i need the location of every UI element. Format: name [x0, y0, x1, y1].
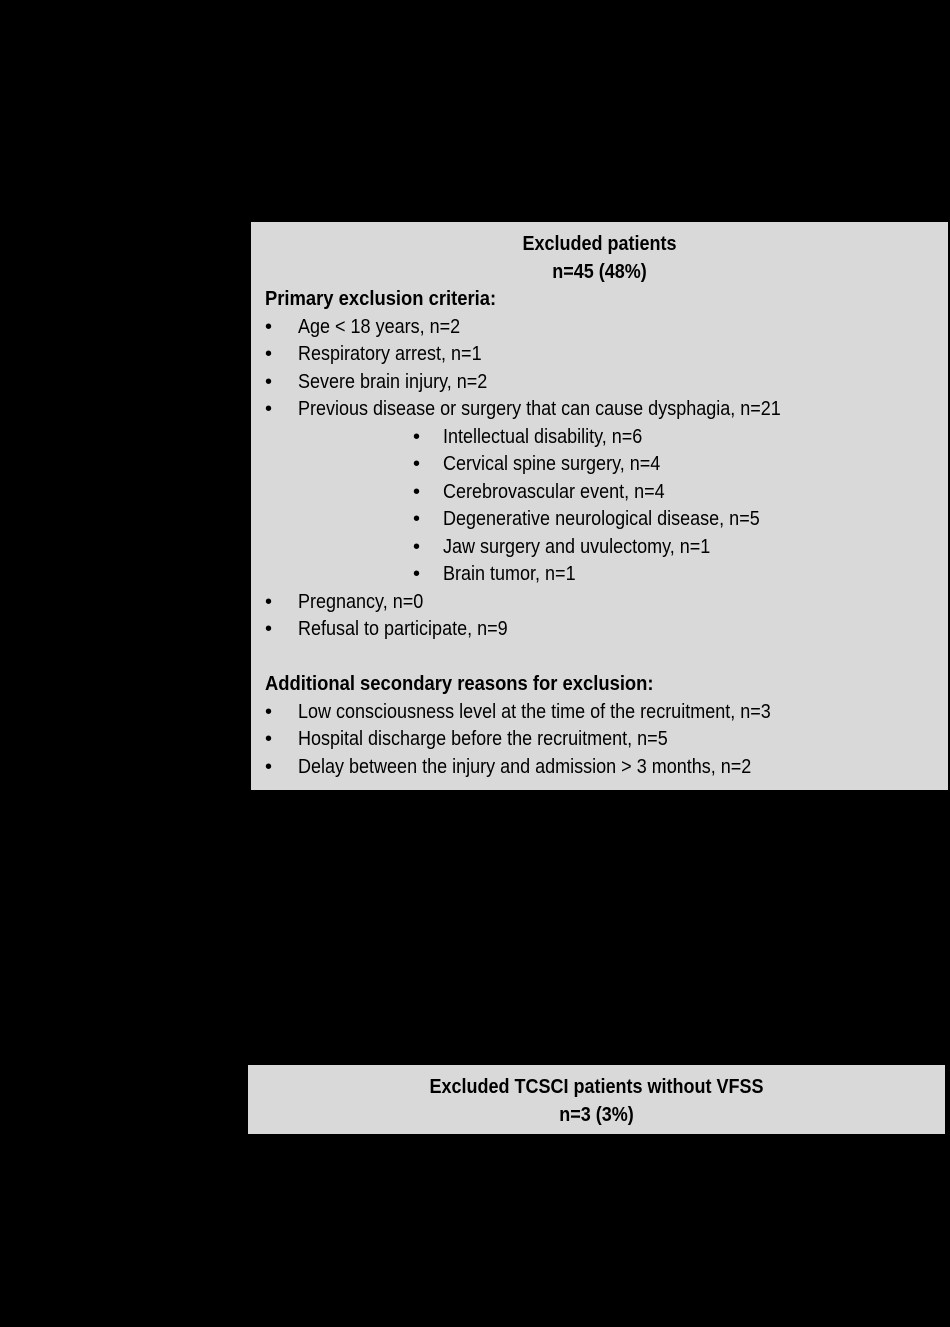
excluded-without-vfss-count: n=3 (3%)	[559, 1104, 634, 1126]
excluded-patients-box	[251, 222, 948, 790]
list-item: • Age < 18 years, n=2	[265, 314, 934, 342]
bullet-icon: •	[413, 508, 421, 530]
secondary-exclusion-heading: Additional secondary reasons for exclusion:	[265, 673, 654, 695]
bullet-icon: •	[265, 755, 273, 778]
bullet-icon: •	[265, 618, 273, 640]
list-item: • Respiratory arrest, n=1	[265, 341, 934, 369]
excluded-without-vfss-title: Excluded TCSCI patients without VFSS	[429, 1076, 764, 1098]
bullet-icon: •	[413, 535, 421, 558]
section-spacer	[265, 644, 934, 672]
excluded-patients-title: Excluded patients	[522, 233, 677, 255]
sub-list-item: • Degenerative neurological disease, n=5	[265, 506, 934, 534]
list-item: • Pregnancy, n=0	[265, 589, 934, 617]
primary-exclusion-heading: Primary exclusion criteria:	[265, 288, 497, 310]
bullet-icon: •	[265, 315, 273, 338]
bullet-icon: •	[413, 563, 421, 585]
excluded-without-vfss-box	[248, 1065, 945, 1134]
list-item: • Hospital discharge before the recruitment, n=5	[265, 726, 934, 754]
sub-list-item: • Brain tumor, n=1	[265, 561, 934, 589]
list-item: • Previous disease or surgery that can cause dysphagia, n=21	[265, 396, 934, 424]
bullet-icon: •	[265, 700, 273, 723]
bullet-icon: •	[265, 728, 273, 750]
primary-exclusion-list-a	[265, 314, 934, 424]
bullet-icon: •	[413, 480, 421, 503]
bullet-icon: •	[265, 343, 273, 365]
sub-list-item: • Jaw surgery and uvulectomy, n=1	[265, 534, 934, 562]
bullet-icon: •	[413, 453, 421, 475]
sub-list-item: • Cerebrovascular event, n=4	[265, 479, 934, 507]
sub-list-item: • Intellectual disability, n=6	[265, 424, 934, 452]
dysphagia-cause-sublist	[265, 424, 934, 589]
list-item: • Low consciousness level at the time of the recruitment, n=3	[265, 699, 934, 727]
excluded-patients-count: n=45 (48%)	[552, 261, 647, 283]
bullet-icon: •	[265, 590, 273, 613]
list-item: • Delay between the injury and admission > 3 months, n=2	[265, 754, 934, 782]
list-item: • Refusal to participate, n=9	[265, 616, 934, 644]
secondary-exclusion-list	[265, 699, 934, 782]
list-item: • Severe brain injury, n=2	[265, 369, 934, 397]
bullet-icon: •	[413, 425, 421, 448]
sub-list-item: • Cervical spine surgery, n=4	[265, 451, 934, 479]
bullet-icon: •	[265, 398, 273, 420]
primary-exclusion-list-b	[265, 589, 934, 644]
bullet-icon: •	[265, 370, 273, 393]
